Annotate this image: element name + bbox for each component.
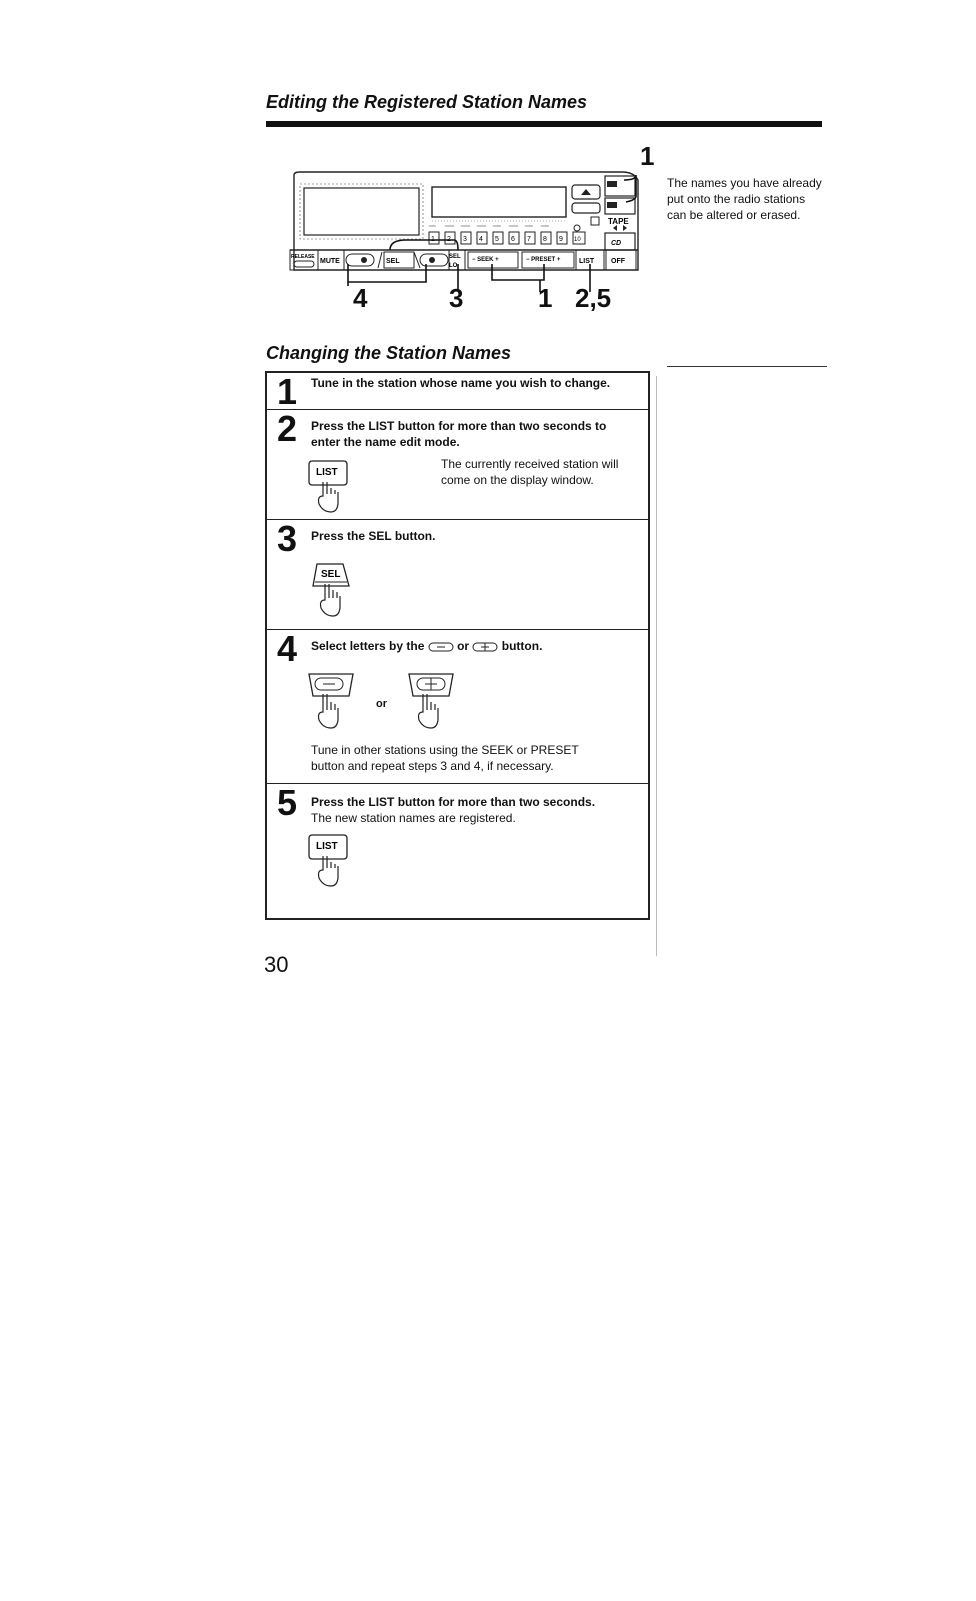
callout-1: 1 [538, 283, 553, 313]
pointing-hand-icon [419, 694, 439, 728]
svg-text:RELEASE: RELEASE [291, 254, 315, 260]
svg-text:3: 3 [463, 236, 467, 243]
step-text-before: Select letters by the [311, 639, 425, 653]
step-note: The currently received station will come on the display window. [441, 457, 619, 487]
step-subtext: The new station names are registered. [311, 811, 516, 825]
svg-text:10: 10 [574, 237, 581, 243]
svg-text:6: 6 [511, 236, 515, 243]
mute-label: MUTE [320, 258, 340, 265]
step-3 [267, 520, 648, 630]
step-text: Press the LIST button for more than two seconds to enter the name edit mode. [311, 419, 607, 449]
svg-text:4: 4 [479, 236, 483, 243]
svg-text:5: 5 [495, 236, 499, 243]
list-label: LIST [579, 258, 595, 265]
step-1 [267, 373, 648, 410]
step-text-or: or [457, 639, 470, 653]
plus-button-icon [405, 670, 457, 730]
steps-box [265, 371, 650, 920]
cd-label: CD [611, 240, 622, 247]
off-label: OFF [611, 258, 625, 265]
column-divider [656, 376, 657, 956]
pointing-hand-icon [319, 694, 339, 728]
step-4 [267, 630, 648, 784]
title-rule [266, 121, 822, 127]
svg-text:7: 7 [527, 236, 531, 243]
button-label: SEL [321, 569, 341, 580]
pointing-hand-icon [319, 856, 339, 886]
step-number: 5 [277, 782, 298, 823]
step-text: Tune in the station whose name you wish to change. [311, 376, 611, 390]
step-5 [267, 784, 648, 914]
seek-label: − SEEK + [472, 257, 499, 263]
minus-button-icon [305, 670, 357, 730]
callout-2-5: 2,5 [575, 283, 612, 313]
preset-label: − PRESET + [526, 257, 561, 263]
step-2 [267, 410, 648, 520]
step-text [311, 638, 636, 654]
pointing-hand-icon [319, 482, 339, 512]
side-note: The names you have already put onto the radio stations can be altered or erased. [667, 176, 822, 222]
or-label: or [376, 698, 387, 710]
step-text-after: button. [501, 639, 543, 653]
section-title: Changing the Station Names [266, 343, 512, 363]
button-label: LIST [316, 841, 338, 852]
svg-text:8: 8 [543, 236, 547, 243]
callout-3: 3 [449, 283, 464, 313]
svg-text:SEL: SEL [449, 254, 461, 260]
list-button-icon [305, 458, 351, 514]
step-number: 2 [277, 408, 298, 449]
display-window [432, 187, 566, 217]
list-button-icon [305, 832, 351, 888]
right-rule [667, 366, 827, 367]
svg-text:9: 9 [559, 236, 563, 243]
preset-buttons [429, 232, 585, 244]
minus-button-inline-icon [428, 642, 454, 652]
sel-label: SEL [386, 258, 400, 265]
svg-text:LO: LO [449, 263, 458, 269]
step-text: Press the LIST button for more than two seconds. [311, 795, 596, 809]
plus-button-inline-icon [472, 642, 498, 652]
step-number: 1 [277, 371, 298, 412]
cassette-door [304, 188, 419, 235]
svg-text:2: 2 [447, 236, 451, 243]
step-number: 3 [277, 518, 298, 559]
step-number: 4 [277, 628, 298, 669]
tape-label: TAPE [608, 217, 629, 226]
step-text: Press the SEL button. [311, 529, 436, 543]
sel-button-icon [307, 560, 353, 618]
page-title: Editing the Registered Station Names [266, 92, 588, 112]
button-label: LIST [316, 467, 338, 478]
page-number: 30 [264, 952, 289, 977]
preset-1: 1 [431, 236, 435, 243]
pointing-hand-icon [321, 584, 341, 616]
callout-4: 4 [353, 283, 368, 313]
step-note: Tune in other stations using the SEEK or PRESET button and repeat steps 3 and 4, if necessary. [311, 743, 579, 773]
callout-top-1: 1 [640, 141, 655, 171]
